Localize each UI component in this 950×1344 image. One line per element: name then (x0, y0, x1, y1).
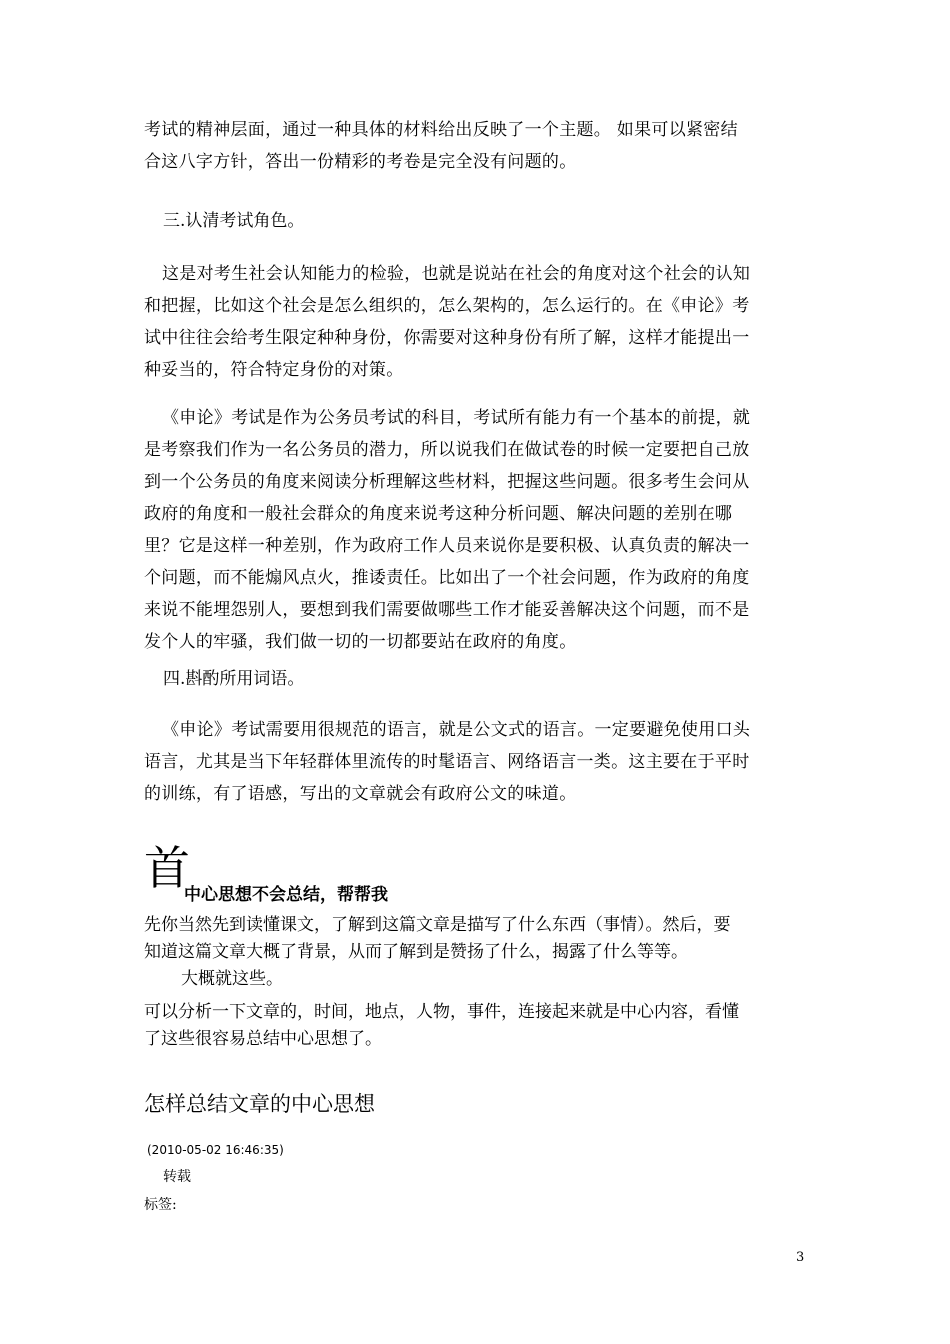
paragraph-line: 的训练，有了语感，写出的文章就会有政府公文的味道。 (144, 784, 577, 804)
answer-line: 可以分析一下文章的，时间，地点，人物，事件，连接起来就是中心内容，看懂 (144, 1002, 739, 1022)
paragraph-line: 里？它是这样一种差别，作为政府工作人员来说你是要积极、认真负责的解决一 (144, 536, 750, 556)
paragraph-1 (144, 114, 806, 178)
paragraph-line: 政府的角度和一般社会群众的角度来说考这种分析问题、解决问题的差别在哪 (144, 504, 733, 524)
paragraph-line: 到一个公务员的角度来阅读分析理解这些材料，把握这些问题。很多考生会问从 (144, 472, 750, 492)
answer-line: 大概就这些。 (181, 969, 283, 989)
paragraph-line: 这是对考生社会认知能力的检验，也就是说站在社会的角度对这个社会的认知 (162, 264, 751, 284)
tags-label: 标签: (144, 1197, 177, 1213)
paragraph-line: 《申论》考试需要用很规范的语言，就是公文式的语言。一定要避免使用口头 (162, 720, 751, 740)
paragraph-line: 来说不能埋怨别人，要想到我们需要做哪些工作才能妥善解决这个问题，而不是 (144, 600, 750, 620)
answer-line: 知道这篇文章大概了背景，从而了解到是赞扬了什么，揭露了什么等等。 (144, 942, 688, 962)
article-title: 怎样总结文章的中心思想 (144, 1092, 375, 1116)
paragraph-line: 试中往往会给考生限定种种身份，你需要对这种身份有所了解，这样才能提出一 (144, 328, 750, 348)
paragraph-3 (144, 402, 806, 658)
paragraph-line: 考试的精神层面，通过一种具体的材料给出反映了一个主题。 如果可以紧密结 (144, 120, 738, 140)
answer-line: 了这些很容易总结中心思想了。 (144, 1029, 382, 1049)
paragraph-line: 合这八字方针，答出一份精彩的考卷是完全没有问题的。 (144, 152, 577, 172)
section-heading-3: 三.认清考试角色。 (163, 211, 305, 231)
answer-line: 先你当然先到读懂课文，了解到这篇文章是描写了什么东西（事情）。然后，要 (144, 915, 731, 935)
paragraph-line: 种妥当的，符合特定身份的对策。 (144, 360, 404, 380)
answer-block-2 (144, 999, 806, 1053)
answer-block-1 (144, 912, 806, 993)
section-heading-4: 四.斟酌所用词语。 (163, 669, 305, 689)
page-number: 3 (796, 1250, 805, 1265)
article-date: (2010-05-02 16:46:35) (147, 1143, 284, 1157)
repost-label: 转载 (163, 1169, 191, 1185)
paragraph-line: 个问题，而不能煽风点火，推诿责任。比如出了一个社会问题，作为政府的角度 (144, 568, 750, 588)
paragraph-line: 语言，尤其是当下年轻群体里流传的时髦语言、网络语言一类。这主要在于平时 (144, 752, 750, 772)
question-title: 中心思想不会总结，帮帮我 (184, 885, 388, 905)
paragraph-4 (144, 714, 806, 810)
paragraph-line: 发个人的牢骚，我们做一切的一切都要站在政府的角度。 (144, 632, 577, 652)
paragraph-line: 和把握，比如这个社会是怎么组织的，怎么架构的，怎么运行的。在《申论》考 (144, 296, 750, 316)
paragraph-2 (144, 258, 806, 386)
paragraph-line: 是考察我们作为一名公务员的潜力，所以说我们在做试卷的时候一定要把自己放 (144, 440, 750, 460)
decorative-large-character: 首 (144, 841, 190, 895)
paragraph-line: 《申论》考试是作为公务员考试的科目，考试所有能力有一个基本的前提，就 (162, 408, 751, 428)
